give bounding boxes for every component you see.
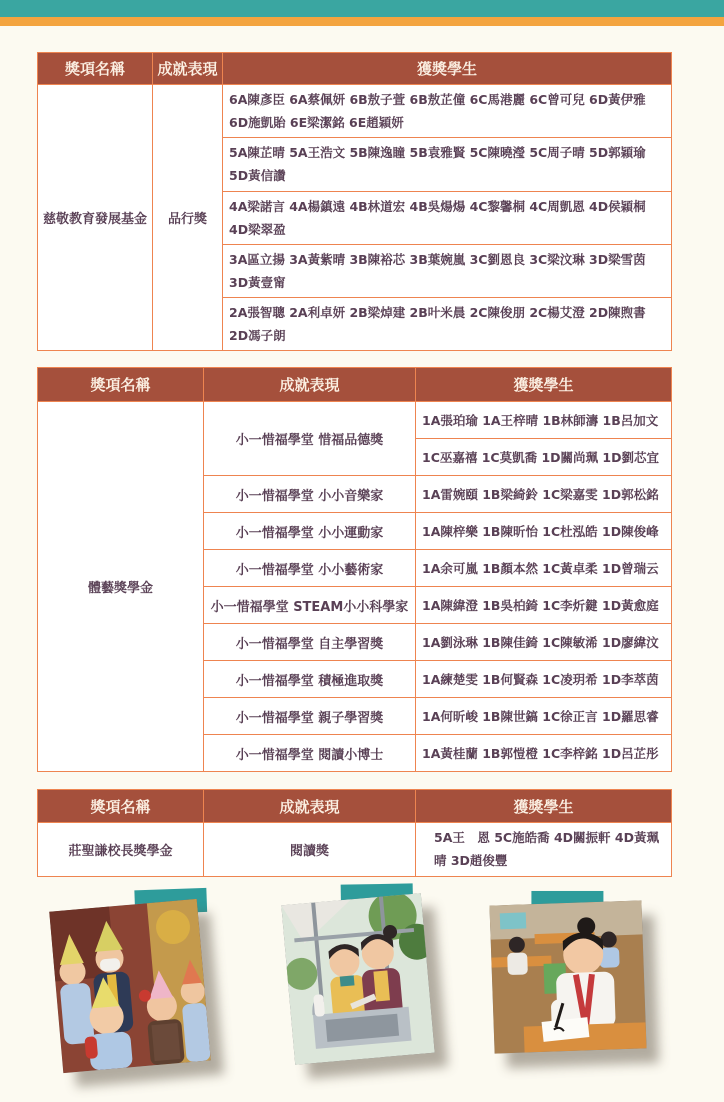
- photo-celebration-image: [49, 898, 211, 1072]
- achievement-cell: 小一惜福學堂 小小運動家: [204, 513, 416, 550]
- col-header-students: 獲獎學生: [416, 368, 672, 402]
- students-cell: 4A梁諾言 4A楊鎮遠 4B林道宏 4B吳煬煬 4C黎馨桐 4C周凱恩 4D侯穎桐 4D梁翠盈: [223, 191, 672, 244]
- students-cell: 5A陳芷晴 5A王浩文 5B陳逸瞳 5B袁雅賢 5C陳曉瀅 5C周子晴 5D郭穎瑜 5D黃信讚: [223, 138, 672, 191]
- award-table-principal: [37, 789, 672, 876]
- photo-celebration-scene: [49, 898, 211, 1072]
- achievement-cell: 小一惜福學堂 惜福品德獎: [204, 402, 416, 476]
- students-cell: 1C巫嘉禧 1C莫凱喬 1D關尚珮 1D劉芯宜: [416, 439, 672, 476]
- table-row: [38, 823, 672, 876]
- col-header-achievement: 成就表現: [204, 790, 416, 823]
- achievement-cell: 小一惜福學堂 親子學習獎: [204, 698, 416, 735]
- students-cell: 1A黃桂蘭 1B郭愷橙 1C李梓銘 1D呂芷彤: [416, 735, 672, 772]
- students-cell: 2A張智聰 2A利卓妍 2B梁焯建 2B叶米晨 2C陳俊朋 2C楊艾澄 2D陳煦書 2D馮子朗: [223, 298, 672, 351]
- students-cell: 5A王 恩 5C施皓喬 4D關振軒 4D黃珮晴 3D趙俊豐: [416, 823, 672, 876]
- top-orange-band: [0, 17, 724, 26]
- achievement-cell: 小一惜福學堂 積極進取獎: [204, 661, 416, 698]
- photo-writing-scene: [489, 900, 646, 1053]
- award-name-cell: 莊聖謙校長獎學金: [38, 823, 204, 876]
- table-row: [38, 402, 672, 439]
- award-table-arts-sports: [37, 367, 672, 772]
- achievement-cell: 小一惜福學堂 小小音樂家: [204, 476, 416, 513]
- award-name-cell: 慈敬教育發展基金: [38, 85, 153, 351]
- achievement-cell: 小一惜福學堂 小小藝術家: [204, 550, 416, 587]
- award-name-cell: 體藝獎學金: [38, 402, 204, 772]
- students-cell: 1A何昕峻 1B陳世鎬 1C徐正言 1D羅思睿: [416, 698, 672, 735]
- achievement-cell: 小一惜福學堂 STEAM小小科學家: [204, 587, 416, 624]
- students-cell: 1A張珀瑜 1A王梓晴 1B林師濤 1B呂加文: [416, 402, 672, 439]
- top-teal-band: [0, 0, 724, 17]
- col-header-award-name: 獎項名稱: [38, 790, 204, 823]
- photo-celebration: [49, 898, 211, 1072]
- col-header-award-name: 獎項名稱: [38, 368, 204, 402]
- photo-writing: [489, 900, 646, 1053]
- students-cell: 6A陳彥臣 6A蔡佩妍 6B敖子萱 6B敖芷僮 6C馬港麗 6C曾可兒 6D黃伊雅 6D施凱貽 6E梁潔銘 6E趙穎妍: [223, 85, 672, 138]
- students-cell: 3A區立揚 3A黃紫晴 3B陳裕芯 3B葉婉嵐 3C劉恩良 3C梁汶琳 3D梁雪茵 3D黃壹甯: [223, 244, 672, 297]
- col-header-students: 獲獎學生: [416, 790, 672, 823]
- students-cell: 1A練楚雯 1B何賢森 1C凌玥希 1D李萃茵: [416, 661, 672, 698]
- students-cell: 1A雷婉頤 1B梁綺鈴 1C梁嘉雯 1D郭松銘: [416, 476, 672, 513]
- photo-dishwashing-image: [281, 893, 434, 1065]
- photo-dishwashing: [281, 893, 434, 1065]
- col-header-award-name: 獎項名稱: [38, 53, 153, 85]
- achievement-cell: 品行獎: [153, 85, 223, 351]
- col-header-students: 獲獎學生: [223, 53, 672, 85]
- students-cell: 1A陳緯澄 1B吳柏錡 1C李炘鍵 1D黃愈庭: [416, 587, 672, 624]
- achievement-cell: 小一惜福學堂 自主學習獎: [204, 624, 416, 661]
- students-cell: 1A余可嵐 1B顏本然 1C黃卓柔 1D曾瑞云: [416, 550, 672, 587]
- award-table-conduct: [37, 52, 672, 351]
- students-cell: 1A陳梓樂 1B陳昕怡 1C杜泓皓 1D陳俊峰: [416, 513, 672, 550]
- photo-strip: [0, 887, 724, 1102]
- table-row: [38, 85, 672, 138]
- photo-writing-image: [489, 900, 646, 1053]
- achievement-cell: 小一惜福學堂 閱讀小博士: [204, 735, 416, 772]
- photo-dishwashing-scene: [281, 893, 434, 1065]
- achievement-cell: 閱讀獎: [204, 823, 416, 876]
- students-cell: 1A劉泳琳 1B陳佳錡 1C陳敏浠 1D廖緯汶: [416, 624, 672, 661]
- col-header-achievement: 成就表現: [153, 53, 223, 85]
- col-header-achievement: 成就表現: [204, 368, 416, 402]
